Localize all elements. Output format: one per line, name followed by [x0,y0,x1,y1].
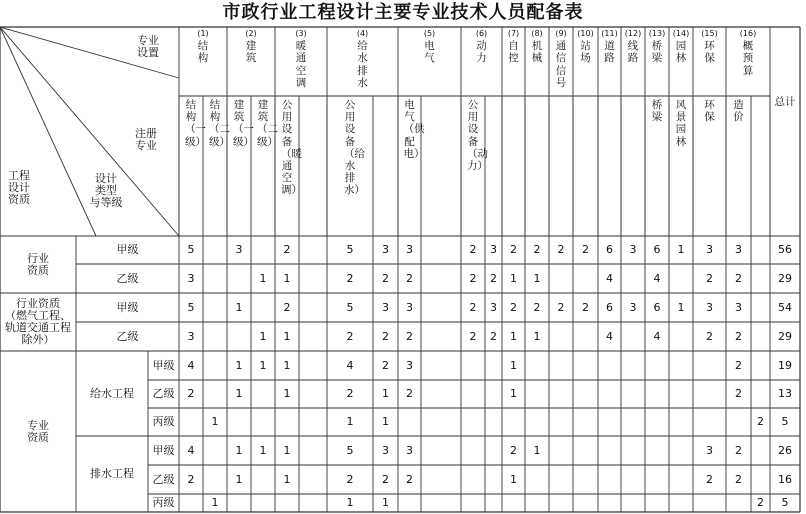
table-cell: 2 [187,387,195,400]
table-cell: 1 [677,243,685,256]
registered-discipline-header [179,99,206,235]
grade-label: 甲级 [152,358,175,372]
table-cell: 2 [346,472,354,486]
column-group-number: (15) [701,29,718,38]
table-cell: 3 [735,300,742,314]
table-cell: 1 [259,329,267,343]
table-cell: 2 [735,443,742,457]
registered-discipline-label: 公用设备（动力） [467,99,488,173]
table-cell: 1 [346,415,354,428]
registered-discipline-label: 建筑（一级） [233,99,254,148]
registered-discipline-header [203,99,230,235]
registered-discipline-label: 造价 [733,99,744,124]
table-cell: 2 [346,387,354,400]
table-cell: 1 [510,329,517,343]
table-cell: 2 [382,329,389,343]
total-cell: 56 [778,243,792,256]
table-cell: 1 [235,387,243,400]
table-cell: 2 [706,271,713,285]
total-cell: 29 [778,329,792,343]
table-cell: 1 [283,358,291,372]
column-group-number: (9) [555,29,567,38]
column-group-name: 通信信号 [555,40,567,89]
table-cell: 2 [490,329,497,343]
grade-label: 甲级 [116,243,139,256]
registered-discipline-label: 风景园林 [675,99,687,148]
column-group-number: (6) [475,29,488,38]
table-cell: 1 [283,271,291,285]
table-cell: 1 [235,443,243,457]
table-cell: 1 [283,443,291,457]
table-cell: 1 [283,387,291,400]
total-cell: 29 [778,271,792,285]
registered-discipline-label: 公用设备（暖通空调） [281,99,302,197]
column-group-name: 自控 [508,40,519,65]
table-cell: 3 [406,300,413,314]
table-cell: 1 [283,329,291,343]
table-cell: 3 [629,300,637,314]
table-cell: 6 [606,243,613,256]
column-group-number: (1) [197,29,209,38]
column-group-header [598,28,621,95]
table-cell: 2 [382,358,389,372]
table-cell: 1 [259,443,267,457]
column-group-number: (2) [245,29,257,38]
table-cell: 4 [187,358,195,372]
table-cell: 2 [706,329,713,343]
table-cell: 1 [382,387,389,400]
grade-label: 乙级 [152,472,175,486]
table-cell: 1 [283,472,291,486]
page-title: 市政行业工程设计主要专业技术人员配备表 [222,2,584,23]
table-cell: 1 [382,496,389,509]
table-cell: 2 [490,271,497,285]
table-cell: 2 [510,300,517,314]
column-group-number: (11) [601,29,618,38]
column-group-header [645,28,669,95]
column-group-header [275,28,327,95]
table-cell: 2 [735,472,742,486]
table-cell: 4 [653,271,661,285]
registered-discipline-label: 建筑（二级） [257,99,278,148]
table-cell: 2 [382,472,389,486]
table-cell: 4 [606,329,613,343]
column-group-name: 桥梁 [651,40,663,65]
table-cell: 1 [235,358,243,372]
table-cell: 1 [677,300,685,314]
registered-discipline-label: 结构（一级） [185,99,206,148]
table-cell: 3 [706,443,713,457]
table-cell: 2 [706,472,713,486]
column-group-number: (13) [648,29,666,38]
grade-label: 丙级 [152,415,175,428]
grade-label: 乙级 [116,329,139,343]
table-cell: 1 [211,415,219,428]
table-cell: 2 [533,300,541,314]
column-group-name: 建筑 [245,40,257,65]
table-cell: 2 [382,271,389,285]
registered-discipline-header [693,99,726,235]
table-cell: 2 [735,387,742,400]
column-group-header [669,28,693,95]
column-group-number: (12) [624,29,642,38]
total-cell: 54 [778,300,792,314]
table-cell: 4 [187,443,195,457]
column-group-header [227,28,275,95]
column-group-header [726,28,770,95]
column-group-number: (4) [356,29,369,38]
table-cell: 1 [346,496,354,509]
total-cell: 19 [778,358,792,372]
registered-discipline-label: 桥梁 [651,99,663,124]
corner-label-qualification: 工程 设计 资质 [8,169,30,206]
table-cell: 3 [235,243,243,256]
column-group-header [525,28,549,95]
grade-label: 乙级 [116,271,139,285]
table-cell: 2 [283,300,291,314]
column-group-number: (5) [423,29,436,38]
table-cell: 1 [211,496,219,509]
table-cell: 2 [557,300,565,314]
table-cell: 2 [582,300,589,314]
table-cell: 3 [735,243,742,256]
column-group-header [573,28,598,95]
table-cell: 2 [406,271,413,285]
column-group-number: (3) [295,29,307,38]
registered-discipline-header [251,99,278,235]
table-cell: 1 [510,271,517,285]
table-cell: 6 [606,300,613,314]
table-cell: 2 [346,329,354,343]
table-cell: 1 [533,329,541,343]
column-group-name: 园林 [675,40,687,65]
column-group-header [398,28,461,95]
column-group-name: 线路 [627,40,639,65]
table-cell: 5 [346,300,354,314]
table-cell: 3 [382,243,389,256]
table-cell: 2 [735,358,742,372]
table-cell: 2 [757,496,764,509]
table-cell: 3 [629,243,637,256]
table-cell: 2 [510,243,517,256]
table-cell: 2 [469,243,477,256]
table-cell: 2 [283,243,291,256]
column-group-name: 动力 [476,40,487,65]
table-cell: 1 [510,472,517,486]
column-group-name: 暖通空调 [295,40,307,89]
registered-discipline-header [461,99,488,235]
table-cell: 3 [382,300,389,314]
column-group-header [549,28,573,95]
table-cell: 5 [187,300,195,314]
column-group-number: (16) [739,29,757,38]
table-cell: 3 [706,243,713,256]
table-cell: 2 [469,271,477,285]
table-cell: 3 [406,243,413,256]
registered-discipline-label: 电气（供配电） [403,99,425,160]
column-group-header [693,28,726,95]
grade-label: 乙级 [152,387,175,400]
table-cell: 6 [653,300,661,314]
registered-discipline-label: 结构（二级） [209,99,230,148]
table-cell: 2 [510,443,517,457]
registered-discipline-header [275,99,302,235]
column-group-name: 机械 [531,40,543,65]
column-group-number: (8) [531,29,543,38]
column-group-name: 站场 [580,40,591,65]
table-cell: 3 [706,300,713,314]
column-group-number: (7) [507,29,520,38]
column-group-header [327,28,398,95]
table-cell: 1 [235,472,243,486]
total-cell: 5 [781,415,789,428]
table-cell: 3 [187,329,195,343]
table-cell: 3 [187,271,195,285]
registered-discipline-label: 公用设备（给水排水） [344,99,365,197]
registered-discipline-header [645,99,669,235]
table-cell: 1 [259,358,267,372]
label-professional-qualification: 专业 资质 [27,418,49,444]
column-group-name: 环保 [704,40,715,65]
table-cell: 2 [406,387,413,400]
label-industry-qualification-excl: 行业资质 （燃气工程、 轨道交通工程 除外） [5,297,71,346]
table-cell: 5 [346,443,354,457]
total-header: 总计 [774,96,796,108]
table-cell: 5 [346,243,354,256]
column-group-header [179,28,227,95]
table-cell: 1 [235,300,243,314]
column-group-name: 电气 [424,40,435,65]
registered-discipline-header [726,99,751,235]
table-cell: 2 [406,472,413,486]
table-cell: 3 [382,443,389,457]
corner-label-major: 专业 设置 [137,34,159,59]
table-cell: 1 [259,271,267,285]
grade-label: 甲级 [116,300,139,314]
table-cell: 2 [533,243,541,256]
table-cell: 6 [653,243,661,256]
table-cell: 4 [606,271,613,285]
table-cell: 2 [757,415,764,428]
table-cell: 1 [382,415,389,428]
table-cell: 4 [653,329,661,343]
table-cell: 1 [510,387,517,400]
table-cell: 5 [187,243,195,256]
table-cell: 2 [582,243,589,256]
registered-discipline-header [398,99,425,235]
column-group-number: (10) [577,29,594,38]
column-group-name: 给水排水 [357,40,368,89]
corner-label-design-type: 设计 类型 与等级 [89,172,123,209]
registered-discipline-label: 环保 [704,99,715,124]
registered-discipline-header [327,99,373,235]
table-cell: 1 [510,358,517,372]
table-cell: 2 [187,472,195,486]
table-cell: 3 [490,243,497,256]
column-group-name: 结构 [197,40,209,65]
column-group-header [461,28,502,95]
table-cell: 2 [346,271,354,285]
table-cell: 3 [490,300,497,314]
column-group-name: 道路 [604,40,615,65]
label-water-supply-engineering: 给水工程 [90,386,134,400]
registered-discipline-header [227,99,254,235]
table-cell: 4 [346,358,354,372]
table-cell: 2 [557,243,565,256]
table-cell: 2 [469,329,477,343]
table-cell: 2 [469,300,477,314]
table-cell: 2 [735,271,742,285]
table-cell: 1 [533,443,541,457]
table-cell: 3 [406,443,413,457]
column-group-number: (14) [672,29,690,38]
corner-label-registered: 注册 专业 [135,127,157,152]
total-cell: 13 [778,387,792,400]
label-industry-qualification: 行业 资质 [27,252,49,277]
column-group-header [502,28,525,95]
total-cell: 26 [778,443,792,457]
table-cell: 2 [406,329,413,343]
column-group-header [621,28,645,95]
column-group-name: 概预算 [742,40,754,77]
total-cell: 5 [781,496,789,509]
table-cell: 2 [735,329,742,343]
table-cell: 3 [406,358,413,372]
label-drainage-engineering: 排水工程 [90,467,134,480]
total-cell: 16 [778,472,792,486]
registered-discipline-header [669,99,693,235]
grade-label: 甲级 [152,443,175,457]
grade-label: 丙级 [152,496,175,509]
table-cell: 1 [533,271,541,285]
